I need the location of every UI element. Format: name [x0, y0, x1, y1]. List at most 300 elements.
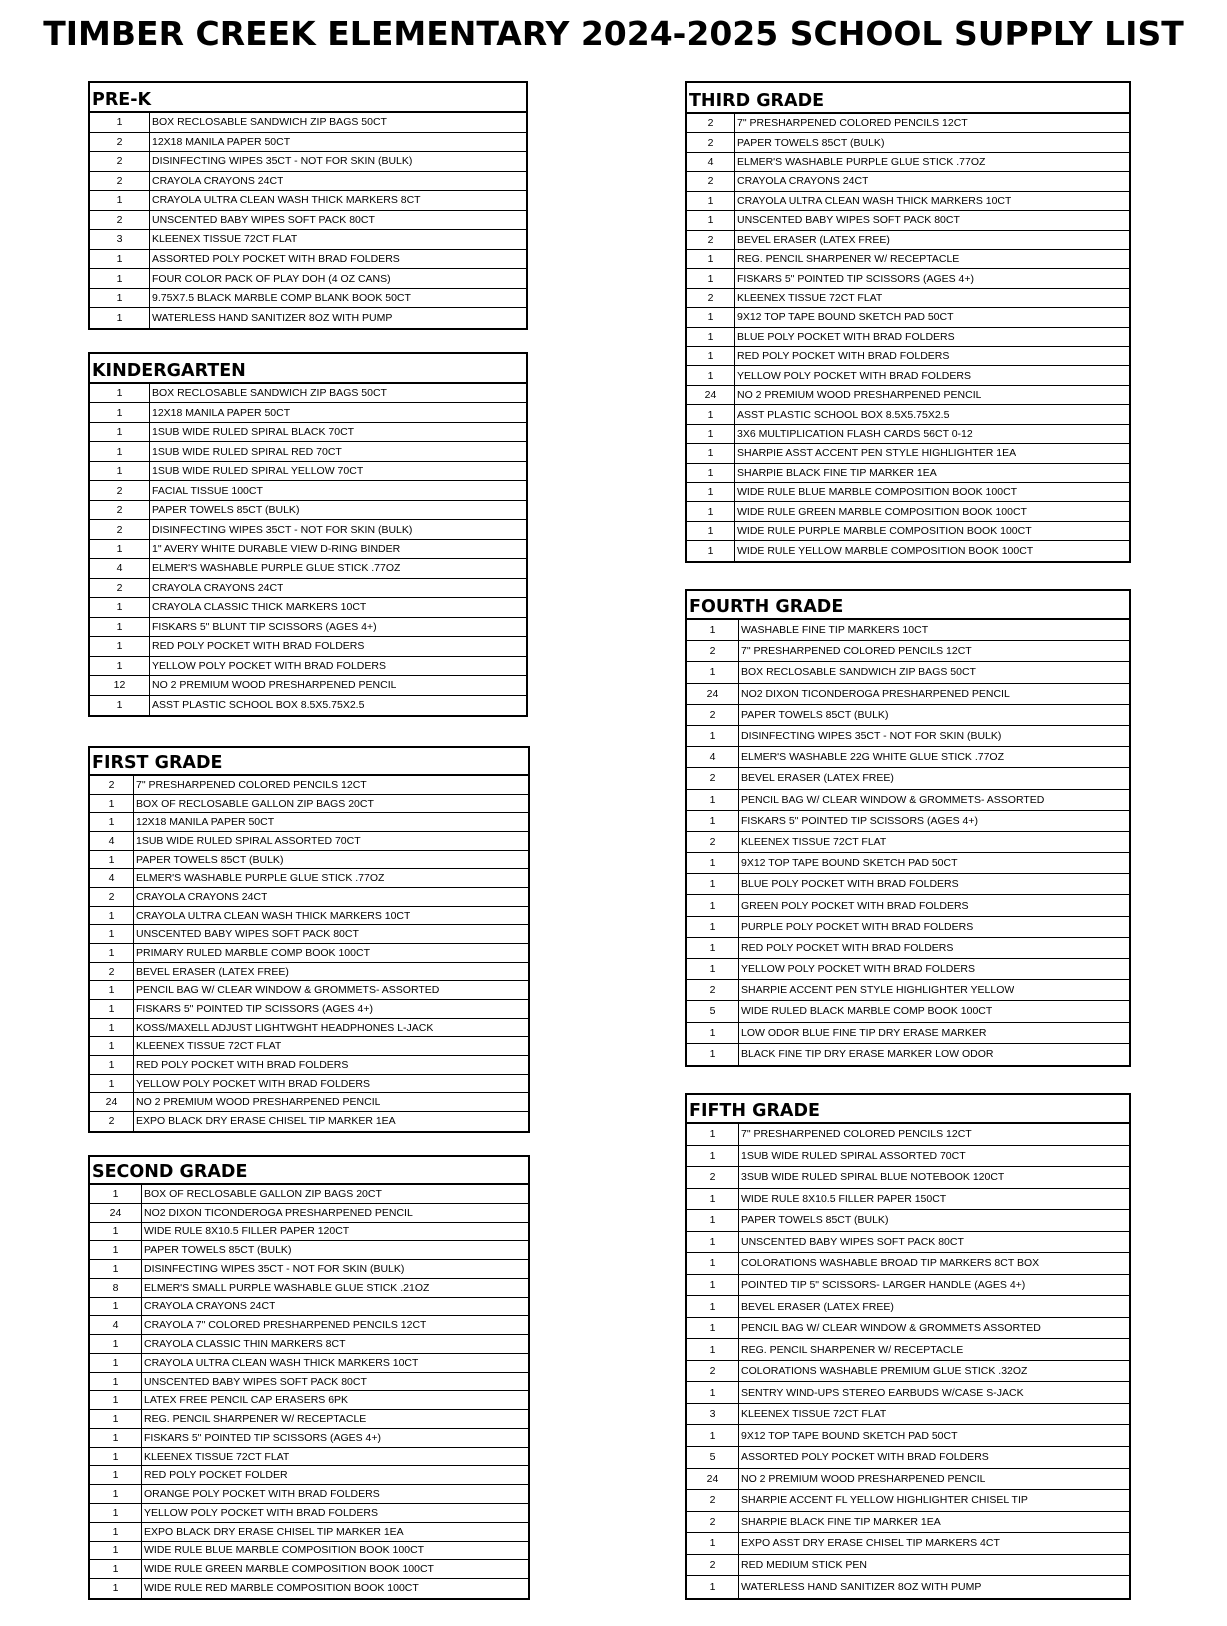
supply-row: [687, 386, 1129, 405]
supply-row: [687, 153, 1129, 172]
supply-item-name: 9.75X7.5 BLACK MARBLE COMP BLANK BOOK 50CT: [152, 292, 411, 305]
supply-quantity: 3: [687, 1404, 739, 1425]
supply-quantity: 1: [90, 289, 150, 308]
supply-row: [90, 1000, 528, 1019]
supply-item-name: PAPER TOWELS 85CT (BULK): [136, 853, 284, 866]
supply-row: [90, 851, 528, 870]
supply-row: [90, 1241, 528, 1260]
supply-quantity: 1: [687, 1146, 739, 1167]
supply-row: [687, 405, 1129, 424]
supply-item-name: 1SUB WIDE RULED SPIRAL RED 70CT: [152, 445, 342, 458]
supply-quantity: 4: [90, 869, 134, 887]
supply-item-name: ASSORTED POLY POCKET WITH BRAD FOLDERS: [152, 252, 400, 265]
supply-quantity: 2: [90, 1112, 134, 1131]
supply-quantity: 1: [90, 981, 134, 999]
supply-row: [687, 684, 1129, 705]
supply-row: [90, 308, 526, 328]
supply-row: [687, 1318, 1129, 1340]
supply-item-name: PAPER TOWELS 85CT (BULK): [741, 1214, 889, 1227]
supply-quantity: 1: [687, 328, 735, 346]
supply-row: [90, 981, 528, 1000]
supply-item-name: WIDE RULE BLUE MARBLE COMPOSITION BOOK 100CT: [144, 1544, 425, 1557]
supply-item-name: CRAYOLA CRAYONS 24CT: [152, 174, 284, 187]
supply-quantity: 2: [687, 832, 739, 852]
supply-row: [687, 541, 1129, 560]
supply-quantity: 2: [687, 1361, 739, 1382]
supply-row: [90, 944, 528, 963]
supply-item-name: 7" PRESHARPENED COLORED PENCILS 12CT: [136, 778, 367, 791]
supply-item-name: ELMER'S WASHABLE PURPLE GLUE STICK .77OZ: [136, 872, 385, 885]
supply-item-name: REG. PENCIL SHARPENER W/ RECEPTACLE: [144, 1413, 367, 1426]
supply-item-name: 12X18 MANILA PAPER 50CT: [152, 135, 291, 148]
supply-item-name: ASSORTED POLY POCKET WITH BRAD FOLDERS: [741, 1451, 989, 1464]
supply-item-name: CRAYOLA CRAYONS 24CT: [144, 1300, 276, 1313]
grade-block-first-grade: [88, 746, 530, 1133]
supply-item-name: FACIAL TISSUE 100CT: [152, 484, 263, 497]
supply-item-name: COLORATIONS WASHABLE BROAD TIP MARKERS 8CT BOX: [741, 1257, 1040, 1270]
supply-quantity: 1: [90, 618, 150, 636]
supply-quantity: 1: [90, 1448, 142, 1466]
supply-row: [90, 637, 526, 656]
supply-row: [687, 464, 1129, 483]
supply-item-name: WIDE RULE RED MARBLE COMPOSITION BOOK 100CT: [144, 1582, 419, 1595]
supply-row: [90, 1429, 528, 1448]
supply-item-name: FOUR COLOR PACK OF PLAY DOH (4 OZ CANS): [152, 272, 391, 285]
supply-quantity: 1: [90, 462, 150, 480]
supply-row: [90, 1504, 528, 1523]
supply-quantity: 1: [90, 1485, 142, 1503]
supply-item-name: BEVEL ERASER (LATEX FREE): [741, 772, 894, 785]
supply-item-name: CRAYOLA ULTRA CLEAN WASH THICK MARKERS 8CT: [152, 194, 421, 207]
supply-row: [687, 726, 1129, 747]
supply-row: [90, 1223, 528, 1242]
supply-quantity: 2: [90, 963, 134, 981]
supply-quantity: 2: [90, 481, 150, 499]
supply-quantity: 1: [90, 1298, 142, 1316]
supply-row: [687, 1001, 1129, 1022]
supply-row: [687, 1296, 1129, 1318]
supply-item-name: CRAYOLA CRAYONS 24CT: [152, 581, 284, 594]
supply-quantity: 1: [90, 1523, 142, 1541]
grade-block-kindergarten: [88, 352, 528, 717]
supply-row: [687, 959, 1129, 980]
supply-quantity: 1: [90, 925, 134, 943]
supply-row: [687, 231, 1129, 250]
supply-quantity: 5: [687, 1447, 739, 1468]
supply-row: [90, 520, 526, 539]
supply-quantity: 1: [687, 502, 735, 520]
supply-quantity: 1: [687, 726, 739, 746]
supply-item-name: EXPO ASST DRY ERASE CHISEL TIP MARKERS 4CT: [741, 1537, 1000, 1550]
supply-item-name: SHARPIE ASST ACCENT PEN STYLE HIGHLIGHTER 1EA: [737, 447, 1017, 460]
supply-row: [687, 308, 1129, 327]
supply-row: [90, 1093, 528, 1112]
supply-quantity: 1: [687, 620, 739, 640]
supply-quantity: 1: [687, 1275, 739, 1296]
supply-item-name: NO 2 PREMIUM WOOD PRESHARPENED PENCIL: [136, 1096, 381, 1109]
supply-row: [687, 641, 1129, 662]
supply-quantity: 2: [90, 501, 150, 519]
supply-item-name: DISINFECTING WIPES 35CT - NOT FOR SKIN (BULK): [741, 730, 1002, 743]
supply-item-name: YELLOW POLY POCKET WITH BRAD FOLDERS: [144, 1506, 378, 1519]
supply-item-name: UNSCENTED BABY WIPES SOFT PACK 80CT: [741, 1235, 964, 1248]
supply-row: [687, 1555, 1129, 1577]
supply-item-name: NO2 DIXON TICONDEROGA PRESHARPENED PENCIL: [144, 1206, 413, 1219]
supply-quantity: 1: [90, 540, 150, 558]
supply-row: [90, 657, 526, 676]
supply-item-name: 1SUB WIDE RULED SPIRAL ASSORTED 70CT: [741, 1149, 966, 1162]
supply-item-name: KLEENEX TISSUE 72CT FLAT: [741, 835, 887, 848]
supply-row: [687, 1232, 1129, 1254]
supply-item-name: PAPER TOWELS 85CT (BULK): [144, 1244, 292, 1257]
supply-row: [687, 1404, 1129, 1426]
supply-row: [90, 1391, 528, 1410]
supply-item-name: BEVEL ERASER (LATEX FREE): [737, 233, 890, 246]
supply-item-name: ASST PLASTIC SCHOOL BOX 8.5X5.75X2.5: [737, 408, 950, 421]
supply-row: [687, 192, 1129, 211]
supply-quantity: 1: [687, 366, 735, 384]
supply-row: [90, 676, 526, 695]
grade-block-third-grade: [685, 81, 1131, 563]
supply-row: [90, 795, 528, 814]
supply-quantity: 1: [687, 1339, 739, 1360]
supply-item-name: ELMER'S SMALL PURPLE WASHABLE GLUE STICK .21OZ: [144, 1281, 430, 1294]
supply-row: [90, 289, 526, 309]
supply-item-name: 9X12 TOP TAPE BOUND SKETCH PAD 50CT: [741, 1429, 958, 1442]
supply-row: [90, 540, 526, 559]
supply-row: [90, 191, 526, 211]
supply-row: [687, 1167, 1129, 1189]
supply-quantity: 1: [90, 1391, 142, 1409]
supply-row: [90, 1373, 528, 1392]
supply-row: [90, 269, 526, 289]
supply-row: [90, 559, 526, 578]
supply-quantity: 4: [687, 153, 735, 171]
supply-quantity: 1: [687, 444, 735, 462]
supply-item-name: PENCIL BAG W/ CLEAR WINDOW & GROMMETS- ASSORTED: [741, 793, 1045, 806]
supply-item-name: DISINFECTING WIPES 35CT - NOT FOR SKIN (BULK): [152, 523, 413, 536]
supply-row: [90, 1485, 528, 1504]
supply-quantity: 1: [687, 541, 735, 560]
supply-quantity: 2: [687, 1167, 739, 1188]
supply-item-name: WIDE RULE BLUE MARBLE COMPOSITION BOOK 100CT: [737, 486, 1018, 499]
supply-quantity: 1: [90, 423, 150, 441]
supply-item-name: DISINFECTING WIPES 35CT - NOT FOR SKIN (BULK): [144, 1262, 405, 1275]
supply-quantity: 4: [90, 832, 134, 850]
supply-item-name: EXPO BLACK DRY ERASE CHISEL TIP MARKER 1EA: [144, 1525, 404, 1538]
supply-quantity: 1: [687, 959, 739, 979]
supply-row: [687, 1275, 1129, 1297]
supply-row: [90, 423, 526, 442]
supply-row: [687, 366, 1129, 385]
supply-quantity: 2: [90, 888, 134, 906]
supply-quantity: 1: [90, 403, 150, 421]
supply-quantity: 1: [687, 917, 739, 937]
supply-item-name: BOX RECLOSABLE SANDWICH ZIP BAGS 50CT: [152, 387, 387, 400]
supply-quantity: 1: [90, 1335, 142, 1353]
supply-item-name: CRAYOLA ULTRA CLEAN WASH THICK MARKERS 10CT: [144, 1356, 419, 1369]
supply-row: [687, 1425, 1129, 1447]
supply-item-name: RED POLY POCKET FOLDER: [144, 1469, 288, 1482]
supply-row: [687, 444, 1129, 463]
supply-item-name: CRAYOLA CLASSIC THICK MARKERS 10CT: [152, 601, 367, 614]
supply-quantity: 12: [90, 676, 150, 694]
supply-quantity: 1: [90, 1410, 142, 1428]
supply-row: [90, 113, 526, 133]
supply-quantity: 1: [687, 1124, 739, 1145]
supply-quantity: 1: [90, 1037, 134, 1055]
supply-rows: [687, 620, 1129, 1065]
supply-quantity: 1: [90, 269, 150, 288]
supply-quantity: 2: [90, 776, 134, 794]
supply-item-name: WIDE RULE PURPLE MARBLE COMPOSITION BOOK 100CT: [737, 525, 1032, 538]
supply-item-name: LOW ODOR BLUE FINE TIP DRY ERASE MARKER: [741, 1026, 987, 1039]
supply-quantity: 1: [90, 696, 150, 715]
supply-row: [90, 172, 526, 192]
supply-item-name: UNSCENTED BABY WIPES SOFT PACK 80CT: [144, 1375, 367, 1388]
supply-item-name: UNSCENTED BABY WIPES SOFT PACK 80CT: [136, 928, 359, 941]
grade-block-fourth-grade: [685, 589, 1131, 1067]
supply-quantity: 1: [90, 944, 134, 962]
supply-item-name: ELMER'S WASHABLE PURPLE GLUE STICK .77OZ: [737, 156, 986, 169]
supply-item-name: BOX OF RECLOSABLE GALLON ZIP BAGS 20CT: [136, 797, 374, 810]
supply-item-name: BOX RECLOSABLE SANDWICH ZIP BAGS 50CT: [741, 666, 976, 679]
supply-item-name: NO 2 PREMIUM WOOD PRESHARPENED PENCIL: [152, 679, 397, 692]
supply-item-name: KLEENEX TISSUE 72CT FLAT: [741, 1408, 887, 1421]
supply-row: [687, 1124, 1129, 1146]
supply-row: [687, 211, 1129, 230]
supply-row: [687, 853, 1129, 874]
supply-quantity: 1: [687, 938, 739, 958]
supply-item-name: CRAYOLA ULTRA CLEAN WASH THICK MARKERS 10CT: [136, 909, 411, 922]
supply-quantity: 1: [687, 405, 735, 423]
supply-row: [90, 1019, 528, 1038]
supply-quantity: 1: [687, 790, 739, 810]
supply-quantity: 1: [90, 1019, 134, 1037]
supply-item-name: CRAYOLA CLASSIC THIN MARKERS 8CT: [144, 1338, 346, 1350]
supply-row: [90, 1279, 528, 1298]
supply-quantity: 2: [90, 133, 150, 152]
grade-block-fifth-grade: [685, 1093, 1131, 1600]
supply-quantity: 1: [687, 464, 735, 482]
supply-item-name: 9X12 TOP TAPE BOUND SKETCH PAD 50CT: [737, 311, 954, 324]
supply-item-name: 1SUB WIDE RULED SPIRAL ASSORTED 70CT: [136, 834, 361, 847]
supply-quantity: 1: [90, 1354, 142, 1372]
supply-row: [687, 1023, 1129, 1044]
supply-row: [90, 1523, 528, 1542]
supply-quantity: 24: [687, 1469, 739, 1490]
supply-item-name: PAPER TOWELS 85CT (BULK): [737, 136, 885, 149]
supply-quantity: 1: [90, 795, 134, 813]
supply-row: [90, 1448, 528, 1467]
supply-item-name: KLEENEX TISSUE 72CT FLAT: [152, 233, 298, 246]
supply-row: [90, 481, 526, 500]
supply-quantity: 1: [90, 1241, 142, 1259]
supply-item-name: BLUE POLY POCKET WITH BRAD FOLDERS: [737, 330, 955, 343]
supply-item-name: 9X12 TOP TAPE BOUND SKETCH PAD 50CT: [741, 857, 958, 870]
supply-row: [687, 1189, 1129, 1211]
supply-quantity: 1: [687, 811, 739, 831]
supply-item-name: BLUE POLY POCKET WITH BRAD FOLDERS: [741, 878, 959, 891]
supply-quantity: 1: [90, 1542, 142, 1560]
supply-quantity: 2: [687, 172, 735, 190]
supply-item-name: SHARPIE ACCENT FL YELLOW HIGHLIGHTER CHISEL TIP: [741, 1494, 1028, 1507]
supply-quantity: 1: [687, 425, 735, 443]
supply-row: [687, 250, 1129, 269]
grade-header: FIRST GRADE: [90, 748, 528, 776]
supply-item-name: FISKARS 5" POINTED TIP SCISSORS (AGES 4+): [136, 1002, 374, 1015]
supply-quantity: 2: [687, 289, 735, 307]
supply-quantity: 1: [687, 269, 735, 287]
supply-item-name: 3X6 MULTIPLICATION FLASH CARDS 56CT 0-12: [737, 427, 973, 440]
supply-row: [90, 963, 528, 982]
supply-quantity: 1: [90, 1560, 142, 1578]
supply-quantity: 1: [90, 308, 150, 328]
supply-row: [687, 705, 1129, 726]
supply-item-name: KLEENEX TISSUE 72CT FLAT: [144, 1450, 290, 1463]
supply-item-name: FISKARS 5" POINTED TIP SCISSORS (AGES 4+): [737, 272, 975, 285]
supply-item-name: ELMER'S WASHABLE 22G WHITE GLUE STICK .77OZ: [741, 751, 1005, 764]
supply-item-name: GREEN POLY POCKET WITH BRAD FOLDERS: [741, 899, 969, 912]
supply-row: [687, 483, 1129, 502]
supply-item-name: BOX RECLOSABLE SANDWICH ZIP BAGS 50CT: [152, 116, 387, 129]
supply-row: [90, 813, 528, 832]
supply-item-name: RED POLY POCKET WITH BRAD FOLDERS: [737, 350, 950, 363]
supply-quantity: 1: [687, 1023, 739, 1043]
supply-item-name: REG. PENCIL SHARPENER W/ RECEPTACLE: [737, 253, 960, 266]
supply-row: [687, 425, 1129, 444]
supply-item-name: PAPER TOWELS 85CT (BULK): [152, 504, 300, 517]
supply-row: [90, 1579, 528, 1598]
supply-item-name: CRAYOLA 7" COLORED PRESHARPENED PENCILS 12CT: [144, 1319, 427, 1332]
supply-row: [90, 832, 528, 851]
supply-item-name: PURPLE POLY POCKET WITH BRAD FOLDERS: [741, 920, 974, 933]
supply-rows: [90, 1185, 528, 1598]
supply-row: [90, 1354, 528, 1373]
supply-quantity: 1: [90, 1504, 142, 1522]
supply-item-name: WASHABLE FINE TIP MARKERS 10CT: [741, 624, 929, 637]
supply-item-name: RED MEDIUM STICK PEN: [741, 1558, 868, 1571]
supply-row: [687, 1146, 1129, 1168]
supply-quantity: 24: [90, 1204, 142, 1222]
supply-quantity: 1: [687, 895, 739, 915]
supply-item-name: COLORATIONS WASHABLE PREMIUM GLUE STICK .32OZ: [741, 1365, 1028, 1378]
supply-quantity: 1: [90, 191, 150, 210]
supply-row: [90, 462, 526, 481]
supply-item-name: FISKARS 5" POINTED TIP SCISSORS (AGES 4+): [741, 814, 979, 827]
supply-row: [687, 1253, 1129, 1275]
supply-row: [687, 114, 1129, 133]
supply-rows: [687, 114, 1129, 561]
supply-row: [687, 172, 1129, 191]
supply-row: [687, 502, 1129, 521]
supply-row: [90, 888, 528, 907]
supply-row: [90, 133, 526, 153]
supply-row: [90, 696, 526, 715]
supply-row: [90, 1542, 528, 1561]
supply-quantity: 2: [687, 705, 739, 725]
grade-block-second-grade: [88, 1155, 530, 1600]
supply-quantity: 2: [687, 1512, 739, 1533]
supply-quantity: 2: [687, 768, 739, 788]
supply-item-name: WIDE RULE 8X10.5 FILLER PAPER 120CT: [144, 1225, 350, 1238]
supply-quantity: 2: [687, 1490, 739, 1511]
supply-quantity: 24: [687, 386, 735, 404]
supply-rows: [90, 384, 526, 715]
supply-item-name: WIDE RULE GREEN MARBLE COMPOSITION BOOK 100CT: [737, 505, 1027, 518]
supply-quantity: 2: [687, 133, 735, 151]
supply-item-name: UNSCENTED BABY WIPES SOFT PACK 80CT: [737, 214, 960, 227]
supply-quantity: 5: [687, 1001, 739, 1021]
supply-row: [90, 230, 526, 250]
supply-item-name: SENTRY WIND-UPS STEREO EARBUDS W/CASE S-JACK: [741, 1386, 1024, 1399]
supply-item-name: 7" PRESHARPENED COLORED PENCILS 12CT: [737, 117, 968, 130]
supply-item-name: KLEENEX TISSUE 72CT FLAT: [136, 1040, 282, 1053]
supply-item-name: 12X18 MANILA PAPER 50CT: [136, 816, 275, 829]
supply-item-name: CRAYOLA ULTRA CLEAN WASH THICK MARKERS 10CT: [737, 194, 1012, 207]
supply-item-name: YELLOW POLY POCKET WITH BRAD FOLDERS: [741, 963, 975, 976]
supply-item-name: RED POLY POCKET WITH BRAD FOLDERS: [741, 941, 954, 954]
supply-quantity: 1: [687, 483, 735, 501]
supply-item-name: 12X18 MANILA PAPER 50CT: [152, 406, 291, 419]
supply-row: [687, 328, 1129, 347]
grade-header: SECOND GRADE: [90, 1157, 528, 1185]
supply-quantity: 1: [90, 442, 150, 460]
supply-quantity: 1: [90, 1579, 142, 1598]
supply-item-name: 1" AVERY WHITE DURABLE VIEW D-RING BINDER: [152, 542, 401, 555]
supply-quantity: 1: [90, 907, 134, 925]
supply-quantity: 1: [90, 1223, 142, 1241]
supply-quantity: 1: [90, 1260, 142, 1278]
supply-row: [90, 152, 526, 172]
supply-row: [687, 811, 1129, 832]
supply-quantity: 3: [90, 230, 150, 249]
supply-quantity: 4: [687, 747, 739, 767]
supply-row: [687, 1210, 1129, 1232]
supply-quantity: 4: [90, 559, 150, 577]
supply-row: [90, 1335, 528, 1354]
supply-quantity: 2: [687, 980, 739, 1000]
supply-rows: [687, 1124, 1129, 1598]
supply-quantity: 1: [90, 250, 150, 269]
supply-item-name: KOSS/MAXELL ADJUST LIGHTWGHT HEADPHONES L-JACK: [136, 1021, 434, 1034]
supply-item-name: RED POLY POCKET WITH BRAD FOLDERS: [136, 1058, 349, 1071]
supply-quantity: 1: [687, 211, 735, 229]
supply-quantity: 1: [687, 1253, 739, 1274]
supply-row: [687, 1469, 1129, 1491]
supply-quantity: 1: [90, 813, 134, 831]
supply-quantity: 1: [687, 1533, 739, 1554]
supply-item-name: PENCIL BAG W/ CLEAR WINDOW & GROMMETS ASSORTED: [741, 1322, 1041, 1335]
supply-item-name: FISKARS 5" BLUNT TIP SCISSORS (AGES 4+): [152, 620, 377, 633]
supply-item-name: WIDE RULE 8X10.5 FILLER PAPER 150CT: [741, 1192, 947, 1205]
supply-item-name: 7" PRESHARPENED COLORED PENCILS 12CT: [741, 645, 972, 658]
supply-row: [687, 620, 1129, 641]
supply-item-name: WIDE RULED BLACK MARBLE COMP BOOK 100CT: [741, 1005, 993, 1018]
supply-row: [687, 347, 1129, 366]
supply-item-name: PRIMARY RULED MARBLE COMP BOOK 100CT: [136, 946, 370, 959]
supply-row: [687, 1576, 1129, 1598]
supply-quantity: 24: [90, 1093, 134, 1111]
supply-row: [90, 925, 528, 944]
supply-quantity: 1: [90, 113, 150, 132]
grade-header: KINDERGARTEN: [90, 354, 526, 384]
supply-row: [687, 895, 1129, 916]
supply-quantity: 1: [687, 662, 739, 682]
supply-quantity: 1: [90, 1075, 134, 1093]
grade-header: FIFTH GRADE: [687, 1095, 1129, 1124]
supply-quantity: 1: [687, 250, 735, 268]
